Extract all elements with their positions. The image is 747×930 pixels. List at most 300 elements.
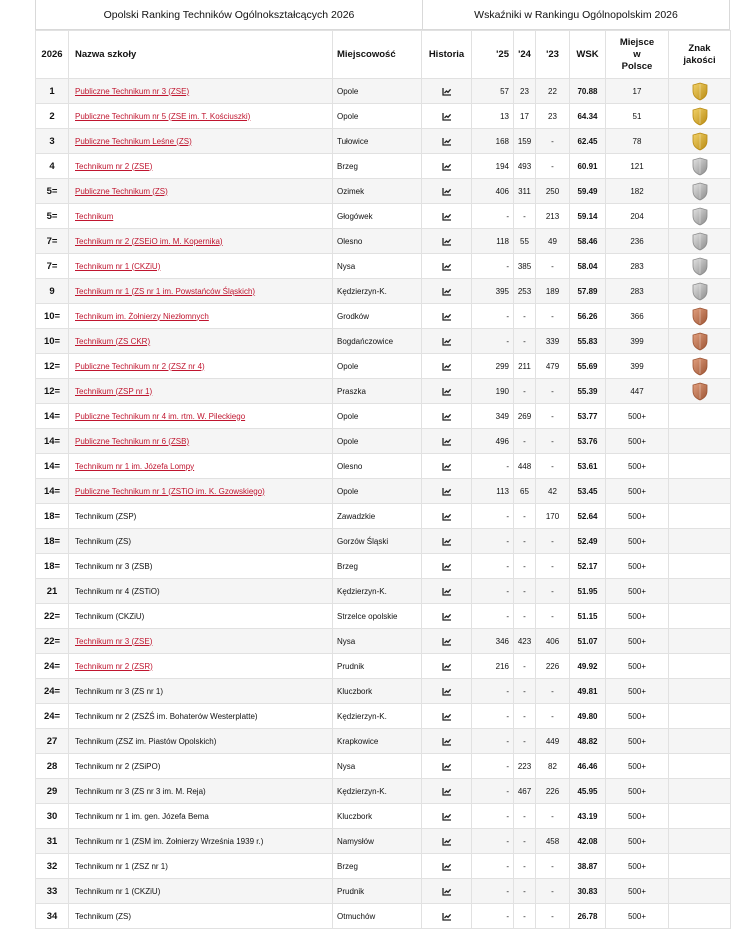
school-name: Technikum (ZS) (75, 911, 132, 921)
poland-place-cell: 500+ (606, 904, 669, 929)
rank-2023-cell: - (536, 129, 570, 154)
line-chart-icon[interactable] (442, 112, 452, 121)
quality-badge-cell (669, 604, 731, 629)
history-cell[interactable] (422, 79, 472, 104)
shield-bronze-icon (692, 332, 708, 351)
school-name: Technikum nr 1 (ZSZ nr 1) (75, 861, 168, 871)
rank-cell: 22= (36, 604, 69, 629)
shield-silver-icon (692, 257, 708, 276)
rank-cell: 24= (36, 654, 69, 679)
rank-2023-cell: - (536, 704, 570, 729)
rank-cell: 28 (36, 754, 69, 779)
history-cell[interactable] (422, 904, 472, 929)
school-name-cell (69, 304, 333, 329)
city-cell: Głogówek (333, 204, 422, 229)
history-cell[interactable] (422, 354, 472, 379)
history-cell[interactable] (422, 679, 472, 704)
table-row (36, 554, 731, 579)
school-name-cell (69, 904, 333, 929)
wsk-cell: 26.78 (570, 904, 606, 929)
wsk-cell: 52.64 (570, 504, 606, 529)
quality-badge-cell (669, 654, 731, 679)
rank-cell: 1 (36, 79, 69, 104)
rank-2025-cell: - (472, 729, 514, 754)
quality-badge-cell (669, 404, 731, 429)
line-chart-icon[interactable] (442, 262, 452, 271)
history-cell[interactable] (422, 779, 472, 804)
school-link[interactable]: Publiczne Technikum nr 3 (ZSE) (75, 86, 190, 96)
rank-2024-cell: - (514, 704, 536, 729)
line-chart-icon[interactable] (442, 762, 452, 771)
col-poland-place[interactable] (606, 31, 669, 79)
history-cell[interactable] (422, 254, 472, 279)
rank-2025-cell: - (472, 329, 514, 354)
line-chart-icon[interactable] (442, 712, 452, 721)
school-name-cell (69, 654, 333, 679)
poland-place-cell: 500+ (606, 854, 669, 879)
rank-2023-cell: 23 (536, 104, 570, 129)
quality-badge-cell (669, 204, 731, 229)
rank-2024-cell: - (514, 204, 536, 229)
rank-cell: 34 (36, 904, 69, 929)
table-row (36, 779, 731, 804)
table-row (36, 679, 731, 704)
table-row (36, 529, 731, 554)
line-chart-icon[interactable] (442, 837, 452, 846)
rank-cell: 4 (36, 154, 69, 179)
line-chart-icon[interactable] (442, 812, 452, 821)
rank-2023-cell: - (536, 554, 570, 579)
school-link[interactable]: Technikum (ZS CKR) (75, 336, 151, 346)
table-row (36, 904, 731, 929)
poland-place-cell: 500+ (606, 704, 669, 729)
line-chart-icon[interactable] (442, 187, 452, 196)
rank-cell: 30 (36, 804, 69, 829)
history-cell[interactable] (422, 154, 472, 179)
poland-place-cell: 236 (606, 229, 669, 254)
rank-cell: 12= (36, 354, 69, 379)
city-cell: Brzeg (333, 554, 422, 579)
history-cell[interactable] (422, 404, 472, 429)
school-name-cell (69, 329, 333, 354)
rank-2025-cell: - (472, 529, 514, 554)
rank-2024-cell: 269 (514, 404, 536, 429)
col-2025[interactable]: '25 (472, 31, 514, 79)
rank-2025-cell: - (472, 854, 514, 879)
history-cell[interactable] (422, 729, 472, 754)
history-cell[interactable] (422, 629, 472, 654)
school-link[interactable]: Technikum nr 1 (CKZiU) (75, 261, 161, 271)
col-quality-line1: Znak (688, 42, 711, 54)
line-chart-icon[interactable] (442, 912, 452, 921)
shield-bronze-icon (692, 382, 708, 401)
school-link[interactable]: Technikum nr 2 (ZSEiO im. M. Kopernika) (75, 236, 223, 246)
wsk-cell: 55.69 (570, 354, 606, 379)
school-link[interactable]: Publiczne Technikum (ZS) (75, 186, 168, 196)
line-chart-icon[interactable] (442, 787, 452, 796)
shield-gold-icon (692, 82, 708, 101)
table-row (36, 829, 731, 854)
quality-badge-cell (669, 254, 731, 279)
history-cell[interactable] (422, 604, 472, 629)
poland-place-cell: 78 (606, 129, 669, 154)
line-chart-icon[interactable] (442, 662, 452, 671)
city-cell: Otmuchów (333, 904, 422, 929)
history-cell[interactable] (422, 529, 472, 554)
rank-2025-cell: 57 (472, 79, 514, 104)
col-name[interactable]: Nazwa szkoły (69, 31, 333, 79)
rank-2024-cell: - (514, 529, 536, 554)
school-link[interactable]: Publiczne Technikum nr 2 (ZSZ nr 4) (75, 361, 205, 371)
rank-2024-cell: - (514, 304, 536, 329)
school-name-cell (69, 79, 333, 104)
city-cell: Nysa (333, 629, 422, 654)
col-history: Historia (422, 31, 472, 79)
rank-2023-cell: - (536, 679, 570, 704)
poland-place-cell: 500+ (606, 804, 669, 829)
line-chart-icon[interactable] (442, 437, 452, 446)
quality-badge-cell (669, 879, 731, 904)
rank-2025-cell: 346 (472, 629, 514, 654)
poland-place-cell: 500+ (606, 829, 669, 854)
line-chart-icon[interactable] (442, 162, 452, 171)
poland-place-cell: 447 (606, 379, 669, 404)
history-cell[interactable] (422, 229, 472, 254)
rank-2024-cell: 253 (514, 279, 536, 304)
rank-cell: 7= (36, 254, 69, 279)
rank-2025-cell: 349 (472, 404, 514, 429)
school-link[interactable]: Technikum (75, 211, 114, 221)
school-name-cell (69, 879, 333, 904)
col-wsk[interactable]: WSK (570, 31, 606, 79)
school-link[interactable]: Publiczne Technikum Leśne (ZS) (75, 136, 192, 146)
rank-2023-cell: - (536, 404, 570, 429)
rank-2023-cell: - (536, 429, 570, 454)
line-chart-icon[interactable] (442, 587, 452, 596)
quality-badge-cell (669, 354, 731, 379)
school-name-cell (69, 604, 333, 629)
quality-badge-cell (669, 129, 731, 154)
rank-2024-cell: - (514, 679, 536, 704)
wsk-cell: 55.83 (570, 329, 606, 354)
rank-2025-cell: 496 (472, 429, 514, 454)
school-name-cell (69, 579, 333, 604)
rank-2023-cell: - (536, 254, 570, 279)
history-cell[interactable] (422, 579, 472, 604)
school-name-cell (69, 154, 333, 179)
quality-badge-cell (669, 679, 731, 704)
history-cell[interactable] (422, 204, 472, 229)
wsk-cell: 58.46 (570, 229, 606, 254)
history-cell[interactable] (422, 754, 472, 779)
school-link[interactable]: Technikum nr 2 (ZSR) (75, 661, 153, 671)
line-chart-icon[interactable] (442, 412, 452, 421)
city-cell: Bogdańczowice (333, 329, 422, 354)
line-chart-icon[interactable] (442, 537, 452, 546)
rank-cell: 24= (36, 704, 69, 729)
rank-2024-cell: 223 (514, 754, 536, 779)
rank-2024-cell: 17 (514, 104, 536, 129)
line-chart-icon[interactable] (442, 637, 452, 646)
table-row (36, 204, 731, 229)
school-link[interactable]: Publiczne Technikum nr 6 (ZSB) (75, 436, 190, 446)
rank-2023-cell: 82 (536, 754, 570, 779)
city-cell: Olesno (333, 454, 422, 479)
history-cell[interactable] (422, 379, 472, 404)
school-link[interactable]: Publiczne Technikum nr 5 (ZSE im. T. Kościuszki) (75, 111, 251, 121)
rank-2023-cell: 49 (536, 229, 570, 254)
quality-badge-cell (669, 529, 731, 554)
table-row (36, 754, 731, 779)
history-cell[interactable] (422, 179, 472, 204)
indicators-title: Wskaźniki w Rankingu Ogólnopolskim 2026 (474, 8, 678, 21)
school-name-cell (69, 129, 333, 154)
school-name-cell (69, 254, 333, 279)
table-row (36, 254, 731, 279)
table-row (36, 179, 731, 204)
history-cell[interactable] (422, 504, 472, 529)
wsk-cell: 45.95 (570, 779, 606, 804)
table-top-header (35, 0, 730, 30)
rank-2025-cell: - (472, 704, 514, 729)
table-row (36, 104, 731, 129)
history-cell[interactable] (422, 829, 472, 854)
poland-place-cell: 500+ (606, 479, 669, 504)
rank-2023-cell: - (536, 154, 570, 179)
poland-place-cell: 500+ (606, 579, 669, 604)
table-header (36, 31, 731, 79)
city-cell: Kluczbork (333, 679, 422, 704)
rank-2023-cell: - (536, 904, 570, 929)
rank-2023-cell: - (536, 529, 570, 554)
rank-2024-cell: - (514, 879, 536, 904)
line-chart-icon[interactable] (442, 737, 452, 746)
line-chart-icon[interactable] (442, 612, 452, 621)
quality-badge-cell (669, 854, 731, 879)
history-cell[interactable] (422, 804, 472, 829)
line-chart-icon[interactable] (442, 487, 452, 496)
city-cell: Opole (333, 404, 422, 429)
wsk-cell: 48.82 (570, 729, 606, 754)
history-cell[interactable] (422, 704, 472, 729)
history-cell[interactable] (422, 329, 472, 354)
rank-2025-cell: - (472, 204, 514, 229)
rank-cell: 21 (36, 579, 69, 604)
line-chart-icon[interactable] (442, 312, 452, 321)
col-poland-line2: w (633, 48, 641, 60)
wsk-cell: 46.46 (570, 754, 606, 779)
shield-silver-icon (692, 157, 708, 176)
school-name-cell (69, 554, 333, 579)
line-chart-icon[interactable] (442, 387, 452, 396)
school-link[interactable]: Technikum nr 1 (ZS nr 1 im. Powstańców Śląskich) (75, 286, 256, 296)
rank-cell: 18= (36, 554, 69, 579)
line-chart-icon[interactable] (442, 287, 452, 296)
school-name: Technikum nr 3 (ZS nr 1) (75, 686, 164, 696)
rank-2025-cell: 299 (472, 354, 514, 379)
history-cell[interactable] (422, 879, 472, 904)
col-city[interactable]: Miejscowość (333, 31, 422, 79)
rank-cell: 12= (36, 379, 69, 404)
rank-2025-cell: - (472, 754, 514, 779)
rank-2024-cell: 159 (514, 129, 536, 154)
rank-2023-cell: - (536, 379, 570, 404)
rank-2024-cell: - (514, 429, 536, 454)
wsk-cell: 59.14 (570, 204, 606, 229)
poland-place-cell: 366 (606, 304, 669, 329)
city-cell: Prudnik (333, 879, 422, 904)
line-chart-icon[interactable] (442, 462, 452, 471)
poland-place-cell: 283 (606, 254, 669, 279)
wsk-cell: 62.45 (570, 129, 606, 154)
rank-cell: 5= (36, 204, 69, 229)
quality-badge-cell (669, 179, 731, 204)
rank-2024-cell: - (514, 554, 536, 579)
wsk-cell: 59.49 (570, 179, 606, 204)
rank-2023-cell: 42 (536, 479, 570, 504)
city-cell: Krapkowice (333, 729, 422, 754)
rank-2025-cell: - (472, 454, 514, 479)
history-cell[interactable] (422, 129, 472, 154)
poland-place-cell: 500+ (606, 429, 669, 454)
wsk-cell: 49.81 (570, 679, 606, 704)
rank-cell: 32 (36, 854, 69, 879)
school-link[interactable]: Technikum nr 2 (ZSE) (75, 161, 153, 171)
rank-cell: 29 (36, 779, 69, 804)
poland-place-cell: 500+ (606, 604, 669, 629)
city-cell: Olesno (333, 229, 422, 254)
school-link[interactable]: Technikum im. Żołnierzy Niezłomnych (75, 311, 209, 321)
rank-2025-cell: - (472, 254, 514, 279)
line-chart-icon[interactable] (442, 212, 452, 221)
col-2024[interactable]: '24 (514, 31, 536, 79)
wsk-cell: 38.87 (570, 854, 606, 879)
quality-badge-cell (669, 154, 731, 179)
city-cell: Opole (333, 79, 422, 104)
rank-2023-cell: 213 (536, 204, 570, 229)
wsk-cell: 51.15 (570, 604, 606, 629)
table-row (36, 329, 731, 354)
history-cell[interactable] (422, 479, 472, 504)
wsk-cell: 43.19 (570, 804, 606, 829)
rank-2025-cell: 118 (472, 229, 514, 254)
school-name-cell (69, 804, 333, 829)
table-row (36, 154, 731, 179)
rank-cell: 14= (36, 404, 69, 429)
rank-cell: 10= (36, 329, 69, 354)
poland-place-cell: 500+ (606, 779, 669, 804)
table-row (36, 729, 731, 754)
poland-place-cell: 500+ (606, 404, 669, 429)
table-row (36, 579, 731, 604)
quality-badge-cell (669, 79, 731, 104)
history-cell[interactable] (422, 454, 472, 479)
quality-badge-cell (669, 229, 731, 254)
table-row (36, 354, 731, 379)
line-chart-icon[interactable] (442, 862, 452, 871)
line-chart-icon[interactable] (442, 137, 452, 146)
city-cell: Praszka (333, 379, 422, 404)
quality-badge-cell (669, 429, 731, 454)
school-name: Technikum (ZSP) (75, 511, 137, 521)
quality-badge-cell (669, 504, 731, 529)
poland-place-cell: 500+ (606, 679, 669, 704)
rank-cell: 18= (36, 504, 69, 529)
table-row (36, 604, 731, 629)
line-chart-icon[interactable] (442, 887, 452, 896)
history-cell[interactable] (422, 279, 472, 304)
history-cell[interactable] (422, 554, 472, 579)
line-chart-icon[interactable] (442, 337, 452, 346)
rank-2023-cell: 458 (536, 829, 570, 854)
rank-2024-cell: - (514, 729, 536, 754)
rank-2025-cell: - (472, 604, 514, 629)
school-link[interactable]: Technikum (ZSP nr 1) (75, 386, 153, 396)
wsk-cell: 53.61 (570, 454, 606, 479)
history-cell[interactable] (422, 429, 472, 454)
line-chart-icon[interactable] (442, 512, 452, 521)
rank-2023-cell: 449 (536, 729, 570, 754)
quality-badge-cell (669, 554, 731, 579)
poland-place-cell: 500+ (606, 554, 669, 579)
col-poland-line3: Polsce (621, 60, 653, 72)
school-link[interactable]: Publiczne Technikum nr 4 im. rtm. W. Pileckiego (75, 411, 246, 421)
city-cell: Prudnik (333, 654, 422, 679)
line-chart-icon[interactable] (442, 687, 452, 696)
history-cell[interactable] (422, 104, 472, 129)
city-cell: Kędzierzyn-K. (333, 779, 422, 804)
rank-2025-cell: - (472, 904, 514, 929)
rank-2025-cell: - (472, 304, 514, 329)
quality-badge-cell (669, 754, 731, 779)
quality-badge-cell (669, 579, 731, 604)
wsk-cell: 58.04 (570, 254, 606, 279)
school-link[interactable]: Technikum nr 1 im. Józefa Lompy (75, 461, 195, 471)
school-name: Technikum (CKZiU) (75, 611, 145, 621)
school-name: Technikum nr 2 (ZSŻŚ im. Bohaterów Westerplatte) (75, 711, 258, 721)
city-cell: Kędzierzyn-K. (333, 704, 422, 729)
school-link[interactable]: Publiczne Technikum nr 1 (ZSTiO im. K. Gzowskiego) (75, 486, 265, 496)
col-2023[interactable]: '23 (536, 31, 570, 79)
col-rank[interactable]: 2026 (36, 31, 69, 79)
rank-2024-cell: - (514, 654, 536, 679)
school-link[interactable]: Technikum nr 3 (ZSE) (75, 636, 153, 646)
history-cell[interactable] (422, 854, 472, 879)
rank-cell: 7= (36, 229, 69, 254)
wsk-cell: 52.49 (570, 529, 606, 554)
poland-place-cell: 399 (606, 329, 669, 354)
rank-2024-cell: 448 (514, 454, 536, 479)
line-chart-icon[interactable] (442, 362, 452, 371)
line-chart-icon[interactable] (442, 237, 452, 246)
rank-2024-cell: - (514, 329, 536, 354)
city-cell: Nysa (333, 754, 422, 779)
rank-2024-cell: 493 (514, 154, 536, 179)
quality-badge-cell (669, 479, 731, 504)
quality-badge-cell (669, 804, 731, 829)
line-chart-icon[interactable] (442, 87, 452, 96)
shield-gold-icon (692, 132, 708, 151)
table-row (36, 279, 731, 304)
history-cell[interactable] (422, 304, 472, 329)
poland-place-cell: 51 (606, 104, 669, 129)
line-chart-icon[interactable] (442, 562, 452, 571)
table-row (36, 229, 731, 254)
rank-2024-cell: 55 (514, 229, 536, 254)
rank-2023-cell: 250 (536, 179, 570, 204)
history-cell[interactable] (422, 654, 472, 679)
poland-place-cell: 500+ (606, 529, 669, 554)
